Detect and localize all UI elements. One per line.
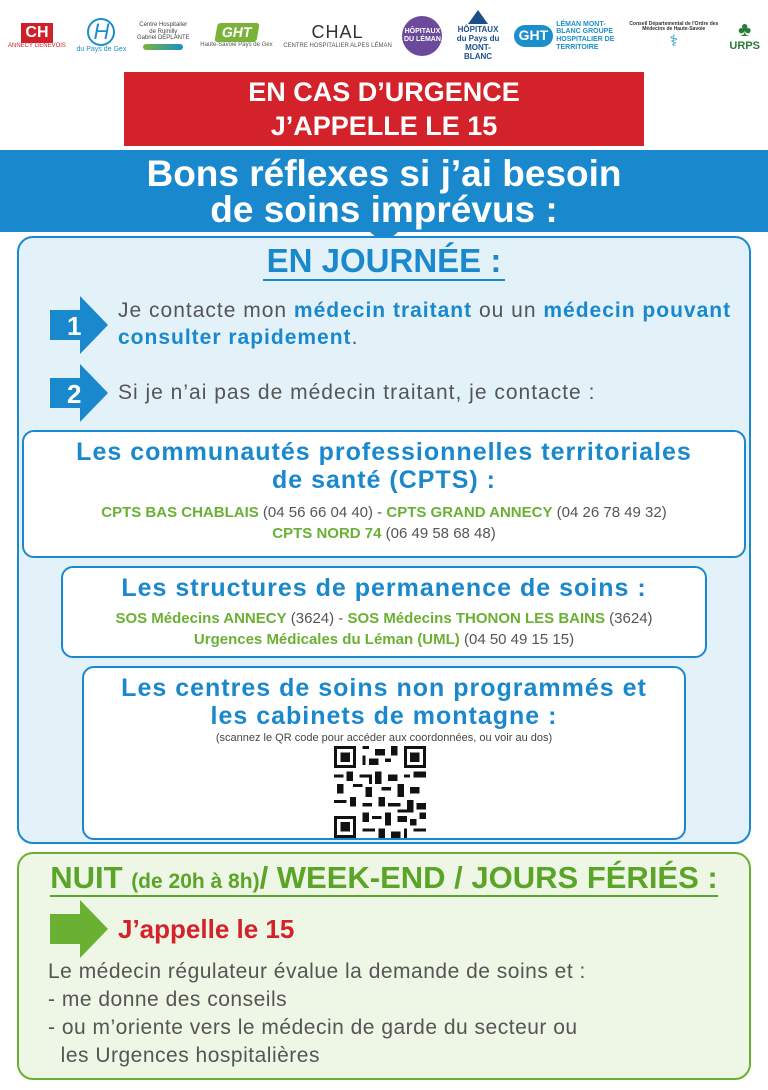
logo-ch-sub: ANNECY GENEVOIS [8, 42, 66, 49]
logo-rumilly-line3: Gabriel DÉPLANTE [136, 35, 190, 42]
qr-code-icon[interactable] [334, 746, 426, 838]
step1-number: 1 [67, 311, 82, 341]
logo-rumilly-line1: Centre Hospitalier [139, 22, 188, 29]
logo-ght-leman-mont-blanc [514, 21, 619, 52]
night-text-line3: - ou m’oriente vers le médecin de garde du secteur ou [48, 1016, 578, 1039]
arrow-right-icon [50, 296, 108, 354]
night-call-15: J’appelle le 15 [118, 914, 295, 944]
logo-strip [8, 10, 760, 62]
logo-hopitaux-du-leman [402, 16, 442, 56]
urgence-line2: J’APPELLE LE 15 [270, 111, 498, 141]
cpts-line2 [24, 523, 744, 544]
cpts-nord-74: CPTS NORD 74 [272, 525, 382, 542]
logo-gex-sub: du Pays de Gex [76, 46, 127, 54]
logo-hopitaux-mont-blanc [453, 10, 503, 61]
step2-text: Si je n’ai pas de médecin traitant, je contacte : [118, 381, 596, 404]
arrow-right-icon [50, 900, 108, 958]
centres-title-line1: Les centres de soins non programmés et [121, 674, 647, 702]
logo-ght-hs-sub: Haute-Savoie Pays de Gex [200, 42, 273, 49]
night-text-line2: - me donne des conseils [48, 988, 288, 1011]
step1-text-part1: Je contacte mon [118, 299, 294, 322]
logo-urps [729, 20, 760, 52]
urgence-line1: EN CAS D’URGENCE [248, 77, 520, 107]
night-heading [0, 860, 768, 896]
urgence-banner [124, 72, 644, 146]
step1-highlight-medecin-rapide: médecin pouvant consulter rapidement [118, 299, 732, 349]
sos-medecins-thonon: SOS Médecins THONON LES BAINS [347, 610, 606, 627]
logo-ght-lmb-sub: LÉMAN MONT-BLANC GROUPE HOSPITALIER DE TERRITOIRE [556, 20, 615, 51]
logo-urps-mark: URPS [729, 39, 760, 52]
logo-cd-sub: Conseil Départemental de l'Ordre des Médecins de Haute-Savoie [629, 20, 719, 33]
title-line2: de soins imprévus : [210, 189, 558, 230]
logo-hl-mark: HÔPITAUX DU LÉMAN [402, 16, 442, 56]
cpts-nord-74-phone: (06 49 58 68 48) [381, 525, 496, 542]
day-heading-text: EN JOURNÉE : [263, 242, 506, 281]
logo-ght-hs-mark: GHT [214, 23, 259, 42]
logo-ch-mark: CH [21, 23, 52, 43]
night-heading-hours: (de 20h à 8h) [131, 870, 260, 893]
cpts-bas-chablais-phone: (04 56 66 04 40) - [258, 504, 387, 521]
permanence-line2 [63, 629, 705, 650]
cpts-grand-annecy-phone: (04 26 78 49 32) [552, 504, 667, 521]
arrow-right-icon [50, 364, 108, 422]
logo-hpmb-mark: HÔPITAUX du Pays du MONT-BLANC [456, 25, 500, 61]
night-heading-weekend: / WEEK-END / JOURS FÉRIÉS : [259, 860, 718, 895]
logo-ch-rumilly [137, 22, 190, 50]
cpts-title-line2: de santé (CPTS) : [272, 466, 496, 494]
logo-gex-mark: H [87, 18, 115, 46]
centres-title-line2: les cabinets de montagne : [210, 702, 558, 730]
sos-medecins-annecy: SOS Médecins ANNECY [115, 610, 287, 627]
night-heading-nuit: NUIT [50, 860, 132, 895]
title-band [0, 150, 768, 232]
step1-text-part3: . [351, 326, 359, 349]
sos-medecins-thonon-phone: (3624) [605, 610, 653, 627]
logo-chal-sub: CENTRE HOSPITALIER ALPES LÉMAN [283, 42, 392, 49]
urgences-medicales-leman: Urgences Médicales du Léman (UML) [193, 631, 460, 648]
tree-icon: ♣ [738, 18, 752, 41]
step1-highlight-medecin-traitant: médecin traitant [293, 299, 473, 322]
night-text-line1: Le médecin régulateur évalue la demande de soins et : [48, 960, 586, 983]
night-heading-wrap [50, 860, 717, 897]
logo-rumilly-line2: de Rumilly [149, 28, 178, 35]
cpts-line1 [24, 502, 744, 523]
centres-note: (scannez le QR code pour accéder aux coordonnées, ou voir au dos) [215, 732, 553, 744]
logo-chal [283, 23, 392, 49]
logo-rumilly-swoosh [143, 44, 183, 50]
step1-text-part2: ou un [472, 299, 544, 322]
logo-ordre-medecins [629, 22, 719, 51]
permanence-title: Les structures de permanence de soins : [121, 574, 647, 602]
title-line1: Bons réflexes si j’ai besoin [146, 153, 622, 194]
day-heading [0, 242, 768, 280]
night-text [48, 958, 738, 1070]
logo-ght-haute-savoie [200, 23, 272, 49]
sos-medecins-annecy-phone: (3624) - [286, 610, 348, 627]
step1-text [118, 297, 738, 351]
caduceus-icon: ⚕ [669, 32, 679, 50]
cpts-box [22, 430, 746, 558]
logo-chal-mark: CHAL [311, 21, 364, 42]
urgences-medicales-leman-phone: (04 50 49 15 15) [459, 631, 575, 648]
permanence-box [61, 566, 707, 658]
cpts-bas-chablais: CPTS BAS CHABLAIS [101, 504, 259, 521]
logo-ch-pays-de-gex [77, 18, 127, 54]
mountain-icon [468, 10, 488, 24]
night-text-line4: les Urgences hospitalières [48, 1044, 320, 1067]
logo-ch-annecy-genevois [8, 23, 66, 49]
logo-ght-lmb-mark: GHT [514, 25, 554, 46]
cpts-title-line1: Les communautés professionnelles territoriales [76, 438, 692, 466]
permanence-line1 [63, 608, 705, 629]
cpts-grand-annecy: CPTS GRAND ANNECY [386, 504, 553, 521]
step2-number: 2 [67, 379, 82, 409]
